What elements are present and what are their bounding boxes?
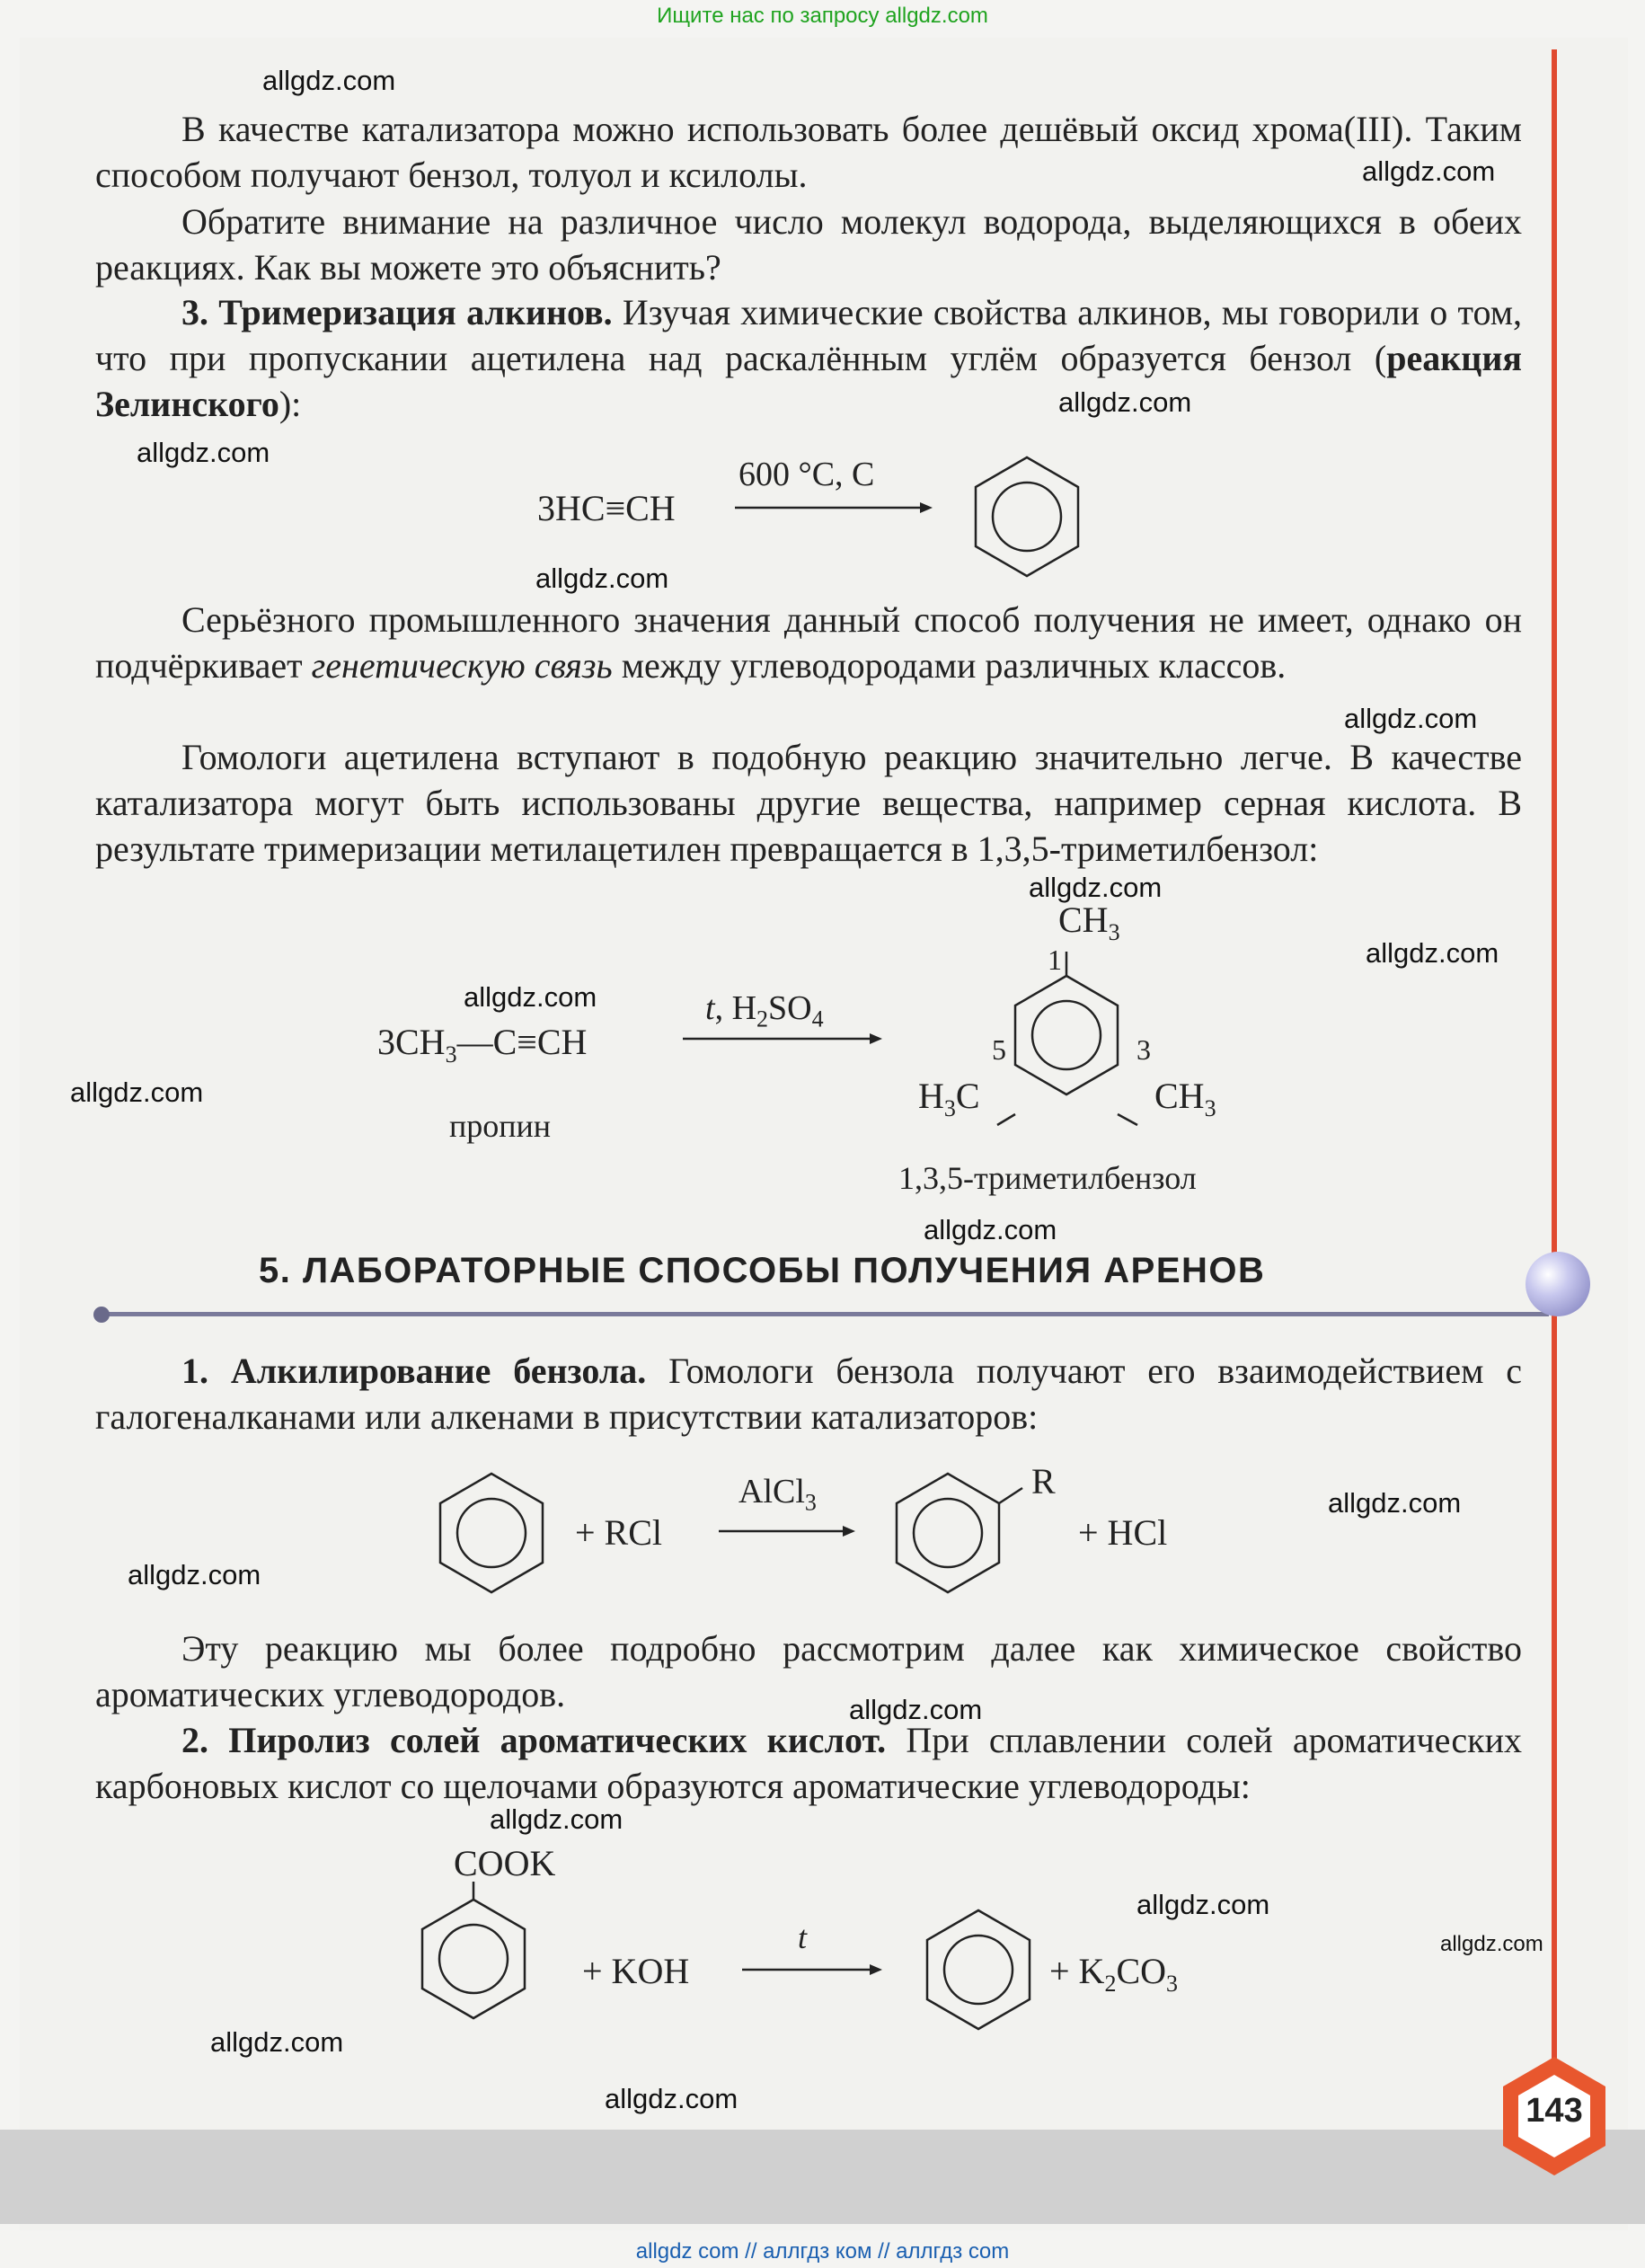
reaction-2-arrow [683, 1030, 882, 1048]
watermark: allgdz.com [128, 1559, 261, 1590]
paragraph-7-text: Эту реакцию мы более подробно рассмотрим далее как химическое свойство ароматических углеводородов. [95, 1628, 1522, 1714]
page-number: 143 [1526, 2092, 1583, 2130]
paragraph-6-text: Гомологи бензола получают его взаимодействием с галогеналканами или алкенами в присутствии катализаторов: [95, 1351, 1522, 1437]
reaction-3-byproduct: + HCl [1078, 1512, 1168, 1553]
paragraph-3-end: ): [279, 384, 302, 424]
paragraph-8 [95, 1717, 1522, 1809]
top-banner[interactable]: Ищите нас по запросу allgdz.com [657, 4, 988, 28]
section-line-dot [93, 1307, 110, 1323]
reaction-2-reactant: $3CH_3—C\equiv CH$ [377, 1022, 588, 1068]
watermark: allgdz.com [1328, 1487, 1462, 1519]
position-5-label: 5 [992, 1033, 1006, 1066]
bottom-banner[interactable]: allgdz com // аллгдз ком // аллгдз com [635, 2239, 1010, 2264]
watermark: allgdz.com [1440, 1932, 1543, 1956]
benzene-ring-1 [968, 454, 1085, 580]
methyl-group-left: $H_3C$ [918, 1076, 980, 1121]
paragraph-6-heading: 1. Алкилирование бензола. [181, 1351, 647, 1391]
watermark: allgdz.com [464, 981, 597, 1013]
position-1-label: 1 [1048, 944, 1062, 976]
watermark: allgdz.com [210, 2026, 344, 2058]
methyl-group-right: $CH_3$ [1154, 1076, 1216, 1121]
paragraph-3-text: Изучая химические свойства алкинов, мы говорили о том, что при пропускании ацетилена над раскалённым углём образуется бензол ( [95, 292, 1523, 378]
watermark: allgdz.com [535, 563, 669, 594]
paragraph-3 [95, 289, 1522, 427]
reaction-4-byproduct: + $K_2CO_3$ [1049, 1951, 1179, 1997]
paragraph-4 [95, 597, 1522, 688]
paragraph-1 [95, 106, 1522, 198]
watermark: allgdz.com [1136, 1889, 1270, 1920]
watermark: allgdz.com [490, 1803, 624, 1835]
reaction-3-catalyst: AlCl$_3$ [738, 1473, 817, 1516]
paragraph-5-text: Гомологи ацетилена вступают в подобную реакцию значительно легче. В качестве катализатора могут быть использованы другие вещества, например серная кислота. В результате тримеризации метилацетилен превращается в 1,3,5-триметилбензол: [95, 737, 1522, 869]
reaction-name: реакция Зелинского [95, 338, 1522, 424]
margin-red-line [1552, 49, 1557, 2067]
watermark: allgdz.com [924, 1214, 1057, 1245]
paragraph-2-text: Обратите внимание на различное число молекул водорода, выделяющихся в обеих реакциях. Как вы можете это объяснить? [95, 201, 1522, 288]
reaction-1-condition: 600 °C, C [738, 456, 875, 493]
watermark: allgdz.com [1362, 155, 1496, 187]
section-underline [101, 1312, 1549, 1316]
reactant-name-propyne: пропин [449, 1108, 552, 1144]
paragraph-7 [95, 1626, 1522, 1717]
watermark: allgdz.com [605, 2083, 738, 2114]
watermark: allgdz.com [137, 437, 270, 468]
paragraph-4-text-a: Серьёзного промышленного значения данный способ получения не имеет, однако он подчёркивает [95, 599, 1522, 686]
reaction-3-substituent: R [1031, 1461, 1056, 1502]
watermark: allgdz.com [849, 1694, 983, 1725]
paragraph-5 [95, 734, 1522, 872]
paragraph-2 [95, 199, 1522, 290]
reaction-4-reagent: + KOH [582, 1951, 690, 1991]
reaction-3-arrow [719, 1522, 855, 1540]
paragraph-3-heading: 3. Тримеризация алкинов. [181, 292, 613, 332]
paragraph-1-text: В качестве катализатора можно использовать более дешёвый оксид хрома(III). Таким способом получают бензол, толуол и ксилолы. [95, 109, 1522, 195]
reaction-4-condition: t [798, 1919, 808, 1955]
benzene-ring-3 [889, 1470, 1033, 1596]
paragraph-4-italic: генетическую связь [311, 645, 613, 686]
paragraph-8-text: При сплавлении солей ароматических карбоновых кислот со щелочами образуются ароматические углеводороды: [95, 1720, 1523, 1806]
paragraph-8-heading: 2. Пиролиз солей ароматических кислот. [181, 1720, 887, 1760]
methyl-group-top: $CH_3$ [1058, 899, 1120, 945]
paragraph-6 [95, 1348, 1522, 1440]
section-title: 5. ЛАБОРАТОРНЫЕ СПОСОБЫ ПОЛУЧЕНИЯ АРЕНОВ [259, 1251, 1266, 1290]
reaction-4-arrow [742, 1961, 882, 1979]
watermark: allgdz.com [1344, 703, 1478, 734]
product-name-trimethylbenzene: 1,3,5-триметилбензол [898, 1160, 1197, 1196]
benzene-ring-2 [433, 1470, 550, 1596]
benzene-ring-4 [920, 1907, 1037, 2033]
page-bottom-band [0, 2130, 1645, 2224]
reaction-1-reactant: 3HC≡CH [537, 488, 676, 528]
position-3-label: 3 [1136, 1033, 1151, 1066]
reaction-3-reagent: + RCl [575, 1512, 663, 1553]
section-sphere-ornament [1526, 1252, 1590, 1316]
benzoate-ring [415, 1887, 532, 2022]
watermark: allgdz.com [1058, 386, 1192, 418]
watermark: allgdz.com [70, 1076, 204, 1108]
reaction-4-group: COOK [454, 1843, 556, 1883]
reaction-2-condition: t, $H_2SO_4$ [705, 989, 824, 1032]
paragraph-4-text-b: между углеводородами различных классов. [612, 645, 1287, 686]
reaction-1-arrow [735, 499, 933, 517]
watermark: allgdz.com [1029, 872, 1163, 903]
watermark: allgdz.com [262, 65, 396, 96]
watermark: allgdz.com [1366, 937, 1499, 969]
